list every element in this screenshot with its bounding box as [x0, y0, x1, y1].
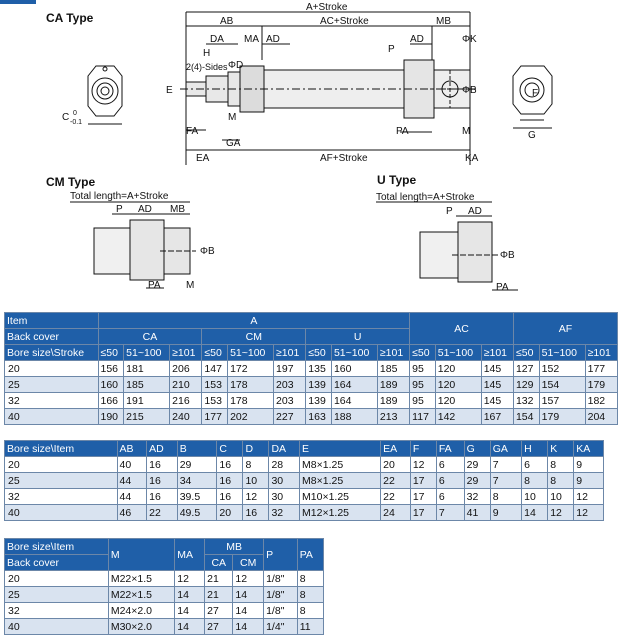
label-phi-d: ΦD	[228, 60, 244, 71]
header-af: AF	[513, 313, 617, 345]
value-cell: 16	[217, 489, 243, 505]
value-cell: 147	[202, 361, 228, 377]
value-cell: 139	[306, 377, 332, 393]
value-cell: 44	[117, 473, 147, 489]
value-cell: 179	[585, 377, 617, 393]
label-da: DA	[210, 34, 224, 45]
value-cell: 127	[513, 361, 539, 377]
value-cell: 34	[177, 473, 217, 489]
value-cell: 21	[205, 587, 233, 603]
value-cell: 213	[377, 409, 409, 425]
value-cell: M30×2.0	[108, 619, 174, 635]
value-cell: 160	[331, 361, 377, 377]
column-header: H	[522, 441, 548, 457]
column-header: F	[410, 441, 436, 457]
dimension-table-a	[4, 312, 618, 425]
value-cell: 24	[381, 505, 411, 521]
value-cell: 16	[147, 473, 178, 489]
value-cell: 156	[98, 361, 124, 377]
value-cell: 179	[539, 409, 585, 425]
value-cell: 17	[410, 505, 436, 521]
value-cell: 16	[243, 505, 269, 521]
value-cell: 9	[574, 473, 604, 489]
label-e: E	[166, 85, 173, 96]
value-cell: 154	[513, 409, 539, 425]
value-cell: 14	[233, 619, 264, 635]
value-cell: 49.5	[177, 505, 217, 521]
value-cell: 132	[513, 393, 539, 409]
value-cell: 178	[228, 377, 274, 393]
header-bore-item: Bore size\Item	[5, 441, 118, 457]
stroke-cell: ≤50	[306, 345, 332, 361]
value-cell: 12	[243, 489, 269, 505]
column-header: DA	[269, 441, 300, 457]
label-p: P	[388, 44, 395, 55]
header-u: U	[306, 329, 410, 345]
value-cell: 40	[117, 457, 147, 473]
value-cell: 188	[331, 409, 377, 425]
column-header: B	[177, 441, 217, 457]
bore-size-cell: 20	[5, 457, 118, 473]
value-cell: 189	[377, 393, 409, 409]
cm-label-ad: AD	[138, 204, 152, 215]
value-cell: 22	[147, 505, 178, 521]
header-cm: CM	[202, 329, 306, 345]
value-cell: 190	[98, 409, 124, 425]
stroke-cell: ≥101	[481, 345, 513, 361]
label-c-tol-lower: -0.1	[70, 119, 83, 126]
column-header: K	[548, 441, 574, 457]
value-cell: 17	[410, 473, 436, 489]
value-cell: 166	[98, 393, 124, 409]
value-cell: 191	[124, 393, 170, 409]
value-cell: 8	[548, 457, 574, 473]
value-cell: 142	[435, 409, 481, 425]
ca-side-view	[180, 12, 476, 165]
table-row	[5, 409, 618, 425]
value-cell: 22	[381, 473, 411, 489]
table-row	[5, 619, 324, 635]
table-c-body	[5, 571, 324, 635]
value-cell: 7	[490, 473, 521, 489]
value-cell: 10	[522, 489, 548, 505]
value-cell: 216	[170, 393, 202, 409]
stroke-cell: ≤50	[98, 345, 124, 361]
stroke-cell: ≤50	[513, 345, 539, 361]
value-cell: 177	[202, 409, 228, 425]
label-phi-k: ΦK	[462, 34, 477, 45]
value-cell: 21	[205, 571, 233, 587]
ca-left-end-view	[88, 66, 122, 124]
value-cell: 210	[170, 377, 202, 393]
value-cell: 1/8"	[264, 587, 298, 603]
label-c: C	[62, 112, 70, 123]
value-cell: 181	[124, 361, 170, 377]
bore-size-cell: 25	[5, 587, 109, 603]
value-cell: 120	[435, 361, 481, 377]
header-pa: PA	[297, 539, 323, 571]
table-row	[5, 505, 604, 521]
value-cell: 17	[410, 489, 436, 505]
value-cell: 1/4"	[264, 619, 298, 635]
value-cell: 8	[522, 473, 548, 489]
table-row	[5, 473, 604, 489]
cm-label-mb: MB	[170, 204, 185, 215]
column-header: GA	[490, 441, 521, 457]
header-bore-stroke: Bore size\Stroke	[5, 345, 99, 361]
value-cell: 172	[228, 361, 274, 377]
ca-type-title: CA Type	[46, 11, 94, 25]
value-cell: 135	[306, 361, 332, 377]
header-bore-item: Bore size\Item	[5, 539, 109, 555]
value-cell: 197	[274, 361, 306, 377]
header-ac: AC	[410, 313, 514, 345]
header-item: Item	[5, 313, 99, 329]
column-header: AD	[147, 441, 178, 457]
value-cell: 28	[269, 457, 300, 473]
value-cell: 206	[170, 361, 202, 377]
column-header: D	[243, 441, 269, 457]
cm-total-length: Total length=A+Stroke	[70, 191, 169, 202]
value-cell: 240	[170, 409, 202, 425]
value-cell: 164	[331, 377, 377, 393]
stroke-cell: ≥101	[274, 345, 306, 361]
value-cell: 139	[306, 393, 332, 409]
u-type-title: U Type	[377, 173, 417, 187]
value-cell: 16	[217, 457, 243, 473]
u-label-p: P	[446, 206, 453, 217]
value-cell: 6	[522, 457, 548, 473]
value-cell: 9	[490, 505, 521, 521]
value-cell: 12	[175, 571, 205, 587]
bore-size-cell: 32	[5, 393, 99, 409]
value-cell: 20	[381, 457, 411, 473]
bore-size-cell: 20	[5, 571, 109, 587]
label-sides: 2(4)-Sides	[186, 62, 228, 72]
value-cell: 8	[297, 603, 323, 619]
value-cell: 227	[274, 409, 306, 425]
value-cell: 8	[297, 587, 323, 603]
stroke-header-row	[5, 345, 618, 361]
value-cell: 46	[117, 505, 147, 521]
value-cell: 157	[539, 393, 585, 409]
label-ac-stroke: AC+Stroke	[320, 16, 369, 27]
cm-label-pa: PA	[148, 280, 161, 291]
value-cell: 32	[269, 505, 300, 521]
value-cell: 204	[585, 409, 617, 425]
u-total-length: Total length=A+Stroke	[376, 192, 475, 203]
bore-size-cell: 40	[5, 619, 109, 635]
column-header: FA	[436, 441, 464, 457]
table-b-header-row	[5, 441, 604, 457]
value-cell: M22×1.5	[108, 587, 174, 603]
dimension-table-b	[4, 440, 604, 521]
value-cell: 8	[243, 457, 269, 473]
label-ka: KA	[465, 153, 479, 164]
label-ma: MA	[244, 34, 259, 45]
header-a: A	[98, 313, 410, 329]
label-m-right: M	[462, 126, 471, 137]
bore-size-cell: 20	[5, 361, 99, 377]
value-cell: 7	[490, 457, 521, 473]
value-cell: 95	[410, 361, 436, 377]
stroke-cell: 51~100	[331, 345, 377, 361]
table-row	[5, 361, 618, 377]
value-cell: 12	[410, 457, 436, 473]
value-cell: 203	[274, 377, 306, 393]
cm-label-phi-b: ΦB	[200, 246, 215, 257]
table-row	[5, 393, 618, 409]
stroke-cell: ≥101	[377, 345, 409, 361]
value-cell: 1/8"	[264, 571, 298, 587]
value-cell: 29	[464, 473, 490, 489]
stroke-cell: ≤50	[410, 345, 436, 361]
u-label-phi-b: ΦB	[500, 250, 515, 261]
column-header: AB	[117, 441, 147, 457]
value-cell: 6	[436, 473, 464, 489]
value-cell: 6	[436, 489, 464, 505]
value-cell: 145	[481, 377, 513, 393]
label-mb: MB	[436, 16, 451, 27]
table-row	[5, 603, 324, 619]
value-cell: 177	[585, 361, 617, 377]
label-g: G	[528, 130, 536, 141]
value-cell: 10	[243, 473, 269, 489]
value-cell: 14	[175, 619, 205, 635]
value-cell: 160	[98, 377, 124, 393]
value-cell: 153	[202, 377, 228, 393]
value-cell: M12×1.25	[300, 505, 381, 521]
cm-label-p: P	[116, 204, 123, 215]
label-ea: EA	[196, 153, 210, 164]
label-af-stroke: AF+Stroke	[320, 153, 368, 164]
table-b-body	[5, 457, 604, 521]
bore-size-cell: 25	[5, 377, 99, 393]
value-cell: 32	[464, 489, 490, 505]
value-cell: 203	[274, 393, 306, 409]
value-cell: 154	[539, 377, 585, 393]
column-header: EA	[381, 441, 411, 457]
header-mb-cm: CM	[233, 555, 264, 571]
value-cell: 7	[436, 505, 464, 521]
value-cell: 39.5	[177, 489, 217, 505]
value-cell: M8×1.25	[300, 457, 381, 473]
value-cell: 14	[233, 603, 264, 619]
label-ad-right: AD	[410, 34, 424, 45]
value-cell: 12	[574, 505, 604, 521]
column-header: C	[217, 441, 243, 457]
bore-size-cell: 32	[5, 489, 118, 505]
cm-type-title: CM Type	[46, 175, 96, 189]
value-cell: 178	[228, 393, 274, 409]
value-cell: M10×1.25	[300, 489, 381, 505]
value-cell: 14	[522, 505, 548, 521]
stroke-cell: ≤50	[202, 345, 228, 361]
stroke-cell: 51~100	[124, 345, 170, 361]
value-cell: 164	[331, 393, 377, 409]
header-mb-ca: CA	[205, 555, 233, 571]
value-cell: 44	[117, 489, 147, 505]
header-p: P	[264, 539, 298, 571]
bore-size-cell: 32	[5, 603, 109, 619]
value-cell: 8	[297, 571, 323, 587]
u-label-pa: PA	[496, 282, 509, 293]
value-cell: M24×2.0	[108, 603, 174, 619]
value-cell: 12	[548, 505, 574, 521]
stroke-cell: ≥101	[170, 345, 202, 361]
value-cell: 95	[410, 393, 436, 409]
value-cell: 20	[217, 505, 243, 521]
value-cell: 27	[205, 619, 233, 635]
value-cell: 12	[233, 571, 264, 587]
column-header: G	[464, 441, 490, 457]
value-cell: 163	[306, 409, 332, 425]
label-c-tol-upper: 0	[73, 110, 77, 117]
header-mb: MB	[205, 539, 264, 555]
value-cell: 9	[574, 457, 604, 473]
value-cell: 14	[175, 603, 205, 619]
header-ma: MA	[175, 539, 205, 571]
value-cell: 215	[124, 409, 170, 425]
value-cell: 22	[381, 489, 411, 505]
value-cell: 12	[574, 489, 604, 505]
value-cell: 152	[539, 361, 585, 377]
stroke-cell: 51~100	[228, 345, 274, 361]
label-ga: GA	[226, 138, 241, 149]
value-cell: 16	[147, 489, 178, 505]
value-cell: 120	[435, 377, 481, 393]
bore-size-cell: 40	[5, 505, 118, 521]
value-cell: 189	[377, 377, 409, 393]
value-cell: 153	[202, 393, 228, 409]
table-row	[5, 377, 618, 393]
header-ca: CA	[98, 329, 202, 345]
header-back-cover: Back cover	[5, 329, 99, 345]
table-row	[5, 457, 604, 473]
value-cell: M22×1.5	[108, 571, 174, 587]
value-cell: 14	[175, 587, 205, 603]
label-phi-b: ΦB	[462, 85, 477, 96]
value-cell: 29	[464, 457, 490, 473]
value-cell: 117	[410, 409, 436, 425]
table-row	[5, 571, 324, 587]
value-cell: 6	[436, 457, 464, 473]
stroke-cell: 51~100	[435, 345, 481, 361]
value-cell: 1/8"	[264, 603, 298, 619]
bore-size-cell: 25	[5, 473, 118, 489]
label-h: H	[203, 48, 211, 59]
value-cell: 167	[481, 409, 513, 425]
value-cell: 8	[548, 473, 574, 489]
label-f: F	[532, 88, 539, 99]
value-cell: 30	[269, 489, 300, 505]
value-cell: 11	[297, 619, 323, 635]
cylinder-drawings	[0, 0, 623, 305]
value-cell: 185	[124, 377, 170, 393]
header-back-cover: Back cover	[5, 555, 109, 571]
cm-label-m: M	[186, 280, 195, 291]
label-m-left: M	[228, 112, 237, 123]
value-cell: 182	[585, 393, 617, 409]
u-label-ad: AD	[468, 206, 482, 217]
value-cell: 16	[217, 473, 243, 489]
label-pa: PA	[396, 126, 409, 137]
header-m: M	[108, 539, 174, 571]
table-row	[5, 489, 604, 505]
value-cell: 95	[410, 377, 436, 393]
stroke-cell: 51~100	[539, 345, 585, 361]
value-cell: 145	[481, 393, 513, 409]
column-header: E	[300, 441, 381, 457]
bore-size-cell: 40	[5, 409, 99, 425]
value-cell: 202	[228, 409, 274, 425]
value-cell: 16	[147, 457, 178, 473]
value-cell: 30	[269, 473, 300, 489]
label-ab: AB	[220, 16, 234, 27]
label-a-stroke: A+Stroke	[306, 2, 348, 13]
value-cell: 14	[233, 587, 264, 603]
label-ad-top: AD	[266, 34, 280, 45]
value-cell: 185	[377, 361, 409, 377]
label-fa: FA	[186, 126, 199, 137]
value-cell: M8×1.25	[300, 473, 381, 489]
value-cell: 8	[490, 489, 521, 505]
table-row	[5, 587, 324, 603]
value-cell: 27	[205, 603, 233, 619]
value-cell: 129	[513, 377, 539, 393]
value-cell: 10	[548, 489, 574, 505]
column-header: KA	[574, 441, 604, 457]
value-cell: 41	[464, 505, 490, 521]
table-a-body	[5, 361, 618, 425]
value-cell: 145	[481, 361, 513, 377]
stroke-cell: ≥101	[585, 345, 617, 361]
dimension-table-c	[4, 538, 324, 635]
value-cell: 120	[435, 393, 481, 409]
value-cell: 29	[177, 457, 217, 473]
